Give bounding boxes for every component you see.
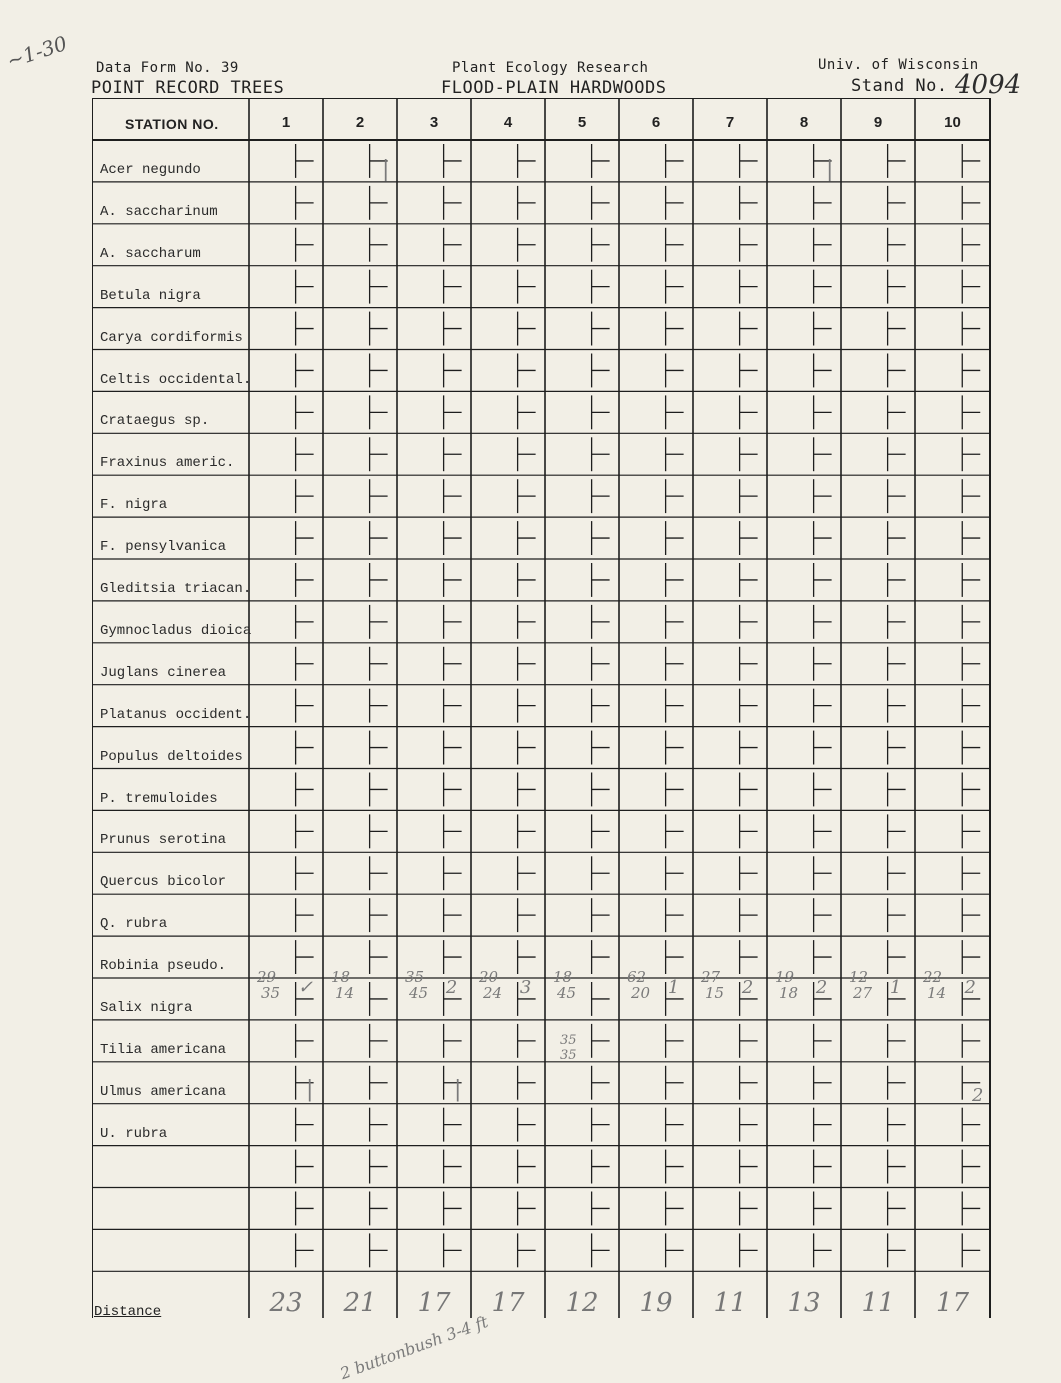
species-label: Celtis occidental.	[100, 371, 252, 388]
species-label: Prunus serotina	[100, 832, 227, 849]
species-label: F. nigra	[100, 497, 168, 514]
salix-value-bottom: 20	[631, 984, 651, 1002]
salix-value-top: 12	[849, 968, 869, 986]
species-label: Populus deltoides	[100, 748, 243, 765]
salix-count-mark: 2	[445, 977, 458, 998]
salix-value-bottom: 35	[261, 984, 281, 1002]
species-label: Tilia americana	[100, 1041, 227, 1058]
salix-value-top: 27	[701, 968, 721, 986]
species-label: A. saccharinum	[100, 203, 218, 220]
bottom-note: 2 buttonbush 3-4 ft	[337, 1311, 491, 1383]
stand-label: Stand No.	[851, 76, 948, 96]
station-number: 3	[429, 114, 439, 131]
salix-value-bottom: 14	[335, 984, 355, 1002]
species-label: P. tremuloides	[100, 790, 218, 807]
distance-value: 17	[935, 1288, 970, 1318]
species-label: Juglans cinerea	[100, 664, 227, 681]
salix-value-bottom: 27	[853, 984, 873, 1002]
university: Univ. of Wisconsin	[818, 57, 979, 73]
salix-value-bottom: 14	[927, 984, 947, 1002]
station-number: 1	[281, 114, 291, 131]
distance-value: 17	[491, 1288, 525, 1318]
salix-count-mark: 2	[815, 977, 828, 998]
distance-value: 17	[417, 1288, 451, 1318]
species-label: F. pensylvanica	[100, 539, 227, 556]
salix-value-top: 18	[331, 968, 351, 986]
species-label: Quercus bicolor	[100, 874, 227, 891]
tally-mark: |	[306, 1077, 314, 1102]
station-number: 9	[873, 114, 883, 131]
salix-value-bottom: 15	[705, 984, 725, 1002]
station-number: 4	[503, 114, 513, 131]
species-label: Robinia pseudo.	[100, 958, 227, 975]
salix-count-mark: 3	[519, 977, 532, 998]
salix-value-top: 22	[923, 968, 943, 986]
salix-value-top: 18	[553, 968, 573, 986]
salix-count-mark: 1	[667, 977, 680, 998]
station5-extra: 35 35	[560, 1033, 577, 1063]
species-label: Fraxinus americ.	[100, 455, 235, 472]
salix-value-bottom: 24	[483, 984, 503, 1002]
salix-value-top: 62	[627, 968, 647, 986]
species-label: Gleditsia triacan.	[100, 581, 252, 597]
corner-note: ~1-30	[3, 31, 70, 73]
species-label: Crataegus sp.	[100, 413, 210, 430]
form-title: POINT RECORD TREES	[91, 78, 285, 98]
station-number: 8	[799, 114, 809, 131]
species-label: A. saccharum	[100, 245, 201, 262]
salix-value-top: 35	[405, 968, 425, 986]
distance-value: 13	[787, 1288, 821, 1318]
distance-value: 19	[639, 1288, 673, 1318]
salix-value-top: 20	[479, 968, 499, 986]
station-number: 5	[577, 114, 587, 131]
salix-value-bottom: 18	[779, 984, 799, 1002]
distance-value: 21	[343, 1288, 377, 1318]
station-number: 2	[355, 114, 365, 131]
salix-count-mark: 2	[964, 977, 976, 998]
species-label: U. rubra	[100, 1125, 168, 1142]
station-number: 7	[725, 114, 735, 131]
subject-title: FLOOD-PLAIN HARDWOODS	[441, 78, 667, 98]
salix-value-bottom: 45	[409, 984, 429, 1002]
organization: Plant Ecology Research	[452, 60, 649, 76]
species-label: Gymnocladus dioica	[100, 622, 252, 639]
form-number: Data Form No. 39	[96, 60, 239, 76]
salix-count-mark: 1	[889, 977, 902, 998]
tally-mark: |	[826, 157, 834, 182]
species-label: Q. rubra	[100, 916, 168, 933]
tally-mark: 2	[972, 1085, 984, 1106]
tally-mark: |	[382, 157, 390, 182]
station-header: STATION NO.	[125, 116, 219, 132]
salix-value-top: 29	[257, 968, 277, 986]
distance-value: 11	[713, 1288, 747, 1318]
salix-value-bottom: 45	[557, 984, 577, 1002]
distance-value: 23	[269, 1288, 303, 1318]
species-label: Ulmus americana	[100, 1083, 227, 1100]
species-label: Acer negundo	[100, 162, 201, 178]
distance-value: 12	[565, 1288, 599, 1318]
distance-value: 11	[861, 1288, 895, 1318]
salix-count-mark: 2	[741, 977, 754, 998]
species-label: Salix nigra	[100, 1000, 193, 1016]
species-label: Carya cordiformis	[100, 329, 243, 346]
station-number: 10	[944, 114, 961, 131]
stand-value: 4094	[955, 70, 1022, 100]
tally-mark: |	[454, 1077, 462, 1102]
species-label: Platanus occident.	[100, 706, 252, 723]
station-number: 6	[651, 114, 661, 131]
distance-label: Distance	[94, 1304, 162, 1320]
salix-value-top: 19	[775, 968, 795, 986]
salix-count-mark: ✓	[297, 977, 313, 998]
species-label: Betula nigra	[100, 287, 201, 304]
